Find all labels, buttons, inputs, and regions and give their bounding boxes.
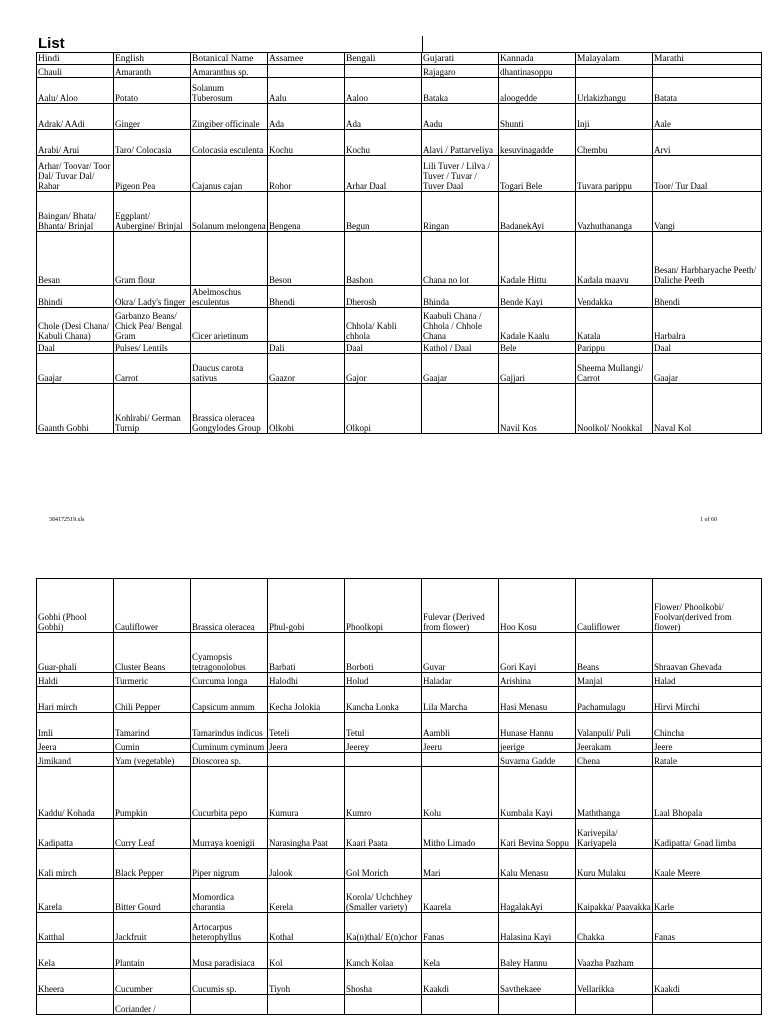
table-cell[interactable]: Kathol / Daal (422, 342, 499, 354)
table-cell[interactable]: Batata (653, 78, 762, 104)
table-cell[interactable] (422, 384, 499, 434)
table-cell[interactable]: Kaakdi (653, 969, 762, 995)
table-cell[interactable]: Aaloo (345, 78, 422, 104)
table-cell[interactable]: Laal Bhopala (653, 767, 762, 819)
table-cell[interactable]: Bitter Gourd (114, 879, 191, 913)
table-cell[interactable]: Flower/ Phoolkobi/ Foolvar(derived from flower) (653, 579, 762, 633)
table-cell[interactable] (653, 995, 762, 1015)
table-row (37, 753, 762, 767)
table-cell[interactable]: Capsicum annum (191, 687, 268, 713)
table-cell[interactable]: English (114, 53, 191, 65)
table-cell[interactable]: Bele (499, 342, 576, 354)
table-cell[interactable]: Holud (345, 673, 422, 687)
table-cell[interactable]: Okra/ Lady's finger (114, 286, 191, 308)
table-cell[interactable]: Brassica oleracea Gongylodes Group (191, 384, 268, 434)
page-title: List (38, 35, 65, 52)
table-cell[interactable]: Gaazor (268, 354, 345, 384)
table-row (37, 767, 762, 819)
table-cell[interactable]: Phoolkopi (345, 579, 422, 633)
table-cell[interactable]: Gaajar (653, 354, 762, 384)
table-cell[interactable] (499, 995, 576, 1015)
table-row (37, 943, 762, 969)
table-row (37, 913, 762, 943)
table-cell[interactable]: Vellarikka (576, 969, 653, 995)
table-cell[interactable]: Kumbala Kayi (499, 767, 576, 819)
table-cell[interactable]: Dali (268, 342, 345, 354)
table-cell[interactable]: Bashon (345, 232, 422, 286)
table-cell[interactable]: Abelmoschus esculentus (191, 286, 268, 308)
table-cell[interactable]: Haldi (37, 673, 114, 687)
table-cell[interactable]: Ada (345, 104, 422, 130)
table-cell[interactable]: Potato (114, 78, 191, 104)
table-row (37, 579, 762, 633)
table-cell[interactable] (653, 65, 762, 78)
table-cell[interactable]: Marathi (653, 53, 762, 65)
table-cell[interactable]: Karivepila/ Kariyapela (576, 819, 653, 849)
table-cell[interactable]: Narasingha Paat (268, 819, 345, 849)
table-cell[interactable]: Kaakdi (422, 969, 499, 995)
table-cell[interactable]: Kari Bevina Soppu (499, 819, 576, 849)
table-cell[interactable]: Arvi (653, 130, 762, 156)
table-cell[interactable]: Arhar Daal (345, 156, 422, 192)
table-cell[interactable] (653, 943, 762, 969)
table-cell[interactable]: Jeera (37, 739, 114, 753)
table-cell[interactable]: Rajagaro (422, 65, 499, 78)
table-cell[interactable]: Chana no lot (422, 232, 499, 286)
table-cell[interactable] (345, 753, 422, 767)
table-row (37, 65, 762, 78)
table-cell[interactable]: Gaanth Gobhi (37, 384, 114, 434)
table-cell[interactable]: Chena (576, 753, 653, 767)
table-cell[interactable]: Jeerey (345, 739, 422, 753)
table-cell[interactable]: Rohor (268, 156, 345, 192)
vegetable-names-table-page1 (36, 52, 762, 434)
table-row (37, 995, 762, 1015)
table-cell[interactable]: Kadipatta/ Goad limba (653, 819, 762, 849)
table-cell[interactable]: Guar-phali (37, 633, 114, 673)
table-cell[interactable]: Murraya koenigii (191, 819, 268, 849)
table-cell[interactable]: Urlakizhangu (576, 78, 653, 104)
table-cell[interactable]: Musa paradisiaca (191, 943, 268, 969)
table-cell[interactable]: Dioscorea sp. (191, 753, 268, 767)
table-row (37, 849, 762, 879)
table-cell[interactable] (576, 995, 653, 1015)
table-cell[interactable]: Chakka (576, 913, 653, 943)
table-cell[interactable]: Vaazha Pazham (576, 943, 653, 969)
table-cell[interactable]: Bhendi (268, 286, 345, 308)
table-cell[interactable]: Phul-gobi (268, 579, 345, 633)
table-cell[interactable]: Jalook (268, 849, 345, 879)
table-cell[interactable]: Kecha Jolokia (268, 687, 345, 713)
table-cell[interactable]: Tiyoh (268, 969, 345, 995)
table-cell[interactable]: Noolkol/ Nookkal (576, 384, 653, 434)
table-cell[interactable]: Malayalam (576, 53, 653, 65)
table-cell[interactable]: Parippu (576, 342, 653, 354)
table-cell[interactable]: Bengali (345, 53, 422, 65)
table-cell[interactable]: HagalakAyi (499, 879, 576, 913)
table-cell[interactable]: Navil Kos (499, 384, 576, 434)
table-cell[interactable]: Pumpkin (114, 767, 191, 819)
table-cell[interactable]: Arishina (499, 673, 576, 687)
table-row (37, 687, 762, 713)
table-cell[interactable]: Gaajar (422, 354, 499, 384)
table-cell[interactable]: Tamarind (114, 713, 191, 739)
table-cell[interactable]: Jeere (653, 739, 762, 753)
table-cell[interactable]: Kadipatta (37, 819, 114, 849)
table-cell[interactable]: Colocasia esculenta (191, 130, 268, 156)
table-cell[interactable]: Tamarindus indicus (191, 713, 268, 739)
table-cell[interactable] (268, 753, 345, 767)
table-cell[interactable] (268, 65, 345, 78)
table-cell[interactable]: Fanas (422, 913, 499, 943)
table-cell[interactable]: Guvar (422, 633, 499, 673)
table-cell[interactable]: Barbati (268, 633, 345, 673)
table-cell[interactable]: Inji (576, 104, 653, 130)
table-cell[interactable]: Eggplant/ Aubergine/ Brinjal (114, 192, 191, 232)
table-cell[interactable]: Baley Hannu (499, 943, 576, 969)
table-cell[interactable]: Hindi (37, 53, 114, 65)
table-cell[interactable] (345, 995, 422, 1015)
table-cell[interactable]: Artocarpus heterophyllus (191, 913, 268, 943)
table-cell[interactable]: Suvarna Gadde (499, 753, 576, 767)
table-cell[interactable]: Kela (37, 943, 114, 969)
footer-page-number: 1 of 60 (700, 517, 717, 523)
table-cell[interactable]: Fanas (653, 913, 762, 943)
table-cell[interactable]: Borboti (345, 633, 422, 673)
table-cell[interactable]: Gajor (345, 354, 422, 384)
table-cell[interactable]: Begun (345, 192, 422, 232)
table-cell[interactable]: Jeera (268, 739, 345, 753)
table-cell[interactable]: Baingan/ Bhata/ Bhanta/ Brinjal (37, 192, 114, 232)
table-cell[interactable]: Chincha (653, 713, 762, 739)
table-cell[interactable]: Daal (653, 342, 762, 354)
table-cell[interactable]: Piper nigrum (191, 849, 268, 879)
table-cell[interactable]: Chole (Desi Chana/ Kabuli Chana) (37, 308, 114, 342)
table-cell[interactable] (191, 995, 268, 1015)
vegetable-names-table-page2 (36, 578, 762, 1015)
table-cell[interactable]: Kumro (345, 767, 422, 819)
table-cell[interactable]: Kaari Paata (345, 819, 422, 849)
table-row (37, 192, 762, 232)
table-cell[interactable]: Coriander / (114, 995, 191, 1015)
table-cell[interactable]: Kanch Kolaa (345, 943, 422, 969)
table-cell[interactable]: Aale (653, 104, 762, 130)
table-cell[interactable]: Sheema Mullangi/ Carrot (576, 354, 653, 384)
table-cell[interactable]: Pachamulagu (576, 687, 653, 713)
table-cell[interactable]: Hasi Menasu (499, 687, 576, 713)
table-cell[interactable]: Kaddu/ Kohada (37, 767, 114, 819)
table-cell[interactable]: Bataka (422, 78, 499, 104)
table-cell[interactable]: Cucumber (114, 969, 191, 995)
table-cell[interactable]: Botanical Name (191, 53, 268, 65)
table-cell[interactable]: Bende Kayi (499, 286, 576, 308)
table-cell[interactable]: Ringan (422, 192, 499, 232)
table-cell[interactable]: Fulevar (Derived from flower) (422, 579, 499, 633)
table-cell[interactable]: Chembu (576, 130, 653, 156)
table-cell[interactable]: Shosha (345, 969, 422, 995)
table-cell[interactable]: Solanum melongena (191, 192, 268, 232)
table-cell[interactable] (268, 308, 345, 342)
table-cell[interactable] (37, 995, 114, 1015)
table-cell[interactable]: Jackfruit (114, 913, 191, 943)
table-cell[interactable]: Cauliflower (114, 579, 191, 633)
table-cell[interactable]: Dherosh (345, 286, 422, 308)
table-cell[interactable]: Hunase Hannu (499, 713, 576, 739)
table-cell[interactable]: Kadale Hittu (499, 232, 576, 286)
table-row (37, 673, 762, 687)
table-cell[interactable]: Kuru Mulaku (576, 849, 653, 879)
table-cell[interactable]: Zingiber officinale (191, 104, 268, 130)
table-cell[interactable]: Cicer arietinum (191, 308, 268, 342)
table-cell[interactable]: Plantain (114, 943, 191, 969)
table-cell[interactable]: Bhinda (422, 286, 499, 308)
table-row (37, 308, 762, 342)
table-cell[interactable]: Ratale (653, 753, 762, 767)
table-cell[interactable] (576, 65, 653, 78)
table-cell[interactable]: Garbanzo Beans/ Chick Pea/ Bengal Gram (114, 308, 191, 342)
table-cell[interactable]: Cucumis sp. (191, 969, 268, 995)
table-cell[interactable]: Shraavan Ghevada (653, 633, 762, 673)
table-cell[interactable]: Daal (345, 342, 422, 354)
table-cell[interactable]: Daal (37, 342, 114, 354)
table-cell[interactable]: Gori Kayi (499, 633, 576, 673)
table-cell[interactable]: Arabi/ Arui (37, 130, 114, 156)
table-cell[interactable]: Togari Bele (499, 156, 576, 192)
table-cell[interactable]: Black Pepper (114, 849, 191, 879)
table-cell[interactable]: Gaajar (37, 354, 114, 384)
table-cell[interactable]: Aadu (422, 104, 499, 130)
table-cell[interactable]: Curry Leaf (114, 819, 191, 849)
table-cell[interactable]: Gajjari (499, 354, 576, 384)
table-cell[interactable]: Ka(n)thal/ E(n)chor (345, 913, 422, 943)
table-cell[interactable]: Beson (268, 232, 345, 286)
table-row (37, 819, 762, 849)
table-cell[interactable]: Vazhuthananga (576, 192, 653, 232)
table-cell[interactable]: Olkopi (345, 384, 422, 434)
table-cell[interactable]: Gobhi (Phool Gobhi) (37, 579, 114, 633)
table-cell[interactable]: Valanpuli/ Puli (576, 713, 653, 739)
table-cell[interactable]: Tetul (345, 713, 422, 739)
table-row (37, 130, 762, 156)
table-cell[interactable]: Naval Kol (653, 384, 762, 434)
table-cell[interactable]: Karle (653, 879, 762, 913)
table-cell[interactable]: Tuvara parippu (576, 156, 653, 192)
table-cell[interactable]: jeerige (499, 739, 576, 753)
table-cell[interactable]: Kolu (422, 767, 499, 819)
table-cell[interactable]: dhantinasoppu (499, 65, 576, 78)
table-row (37, 342, 762, 354)
table-cell[interactable]: Curcuma longa (191, 673, 268, 687)
table-cell[interactable]: Katala (576, 308, 653, 342)
table-cell[interactable]: Daucus carota sativus (191, 354, 268, 384)
table-row (37, 633, 762, 673)
table-cell[interactable]: Jeerakam (576, 739, 653, 753)
table-cell[interactable]: Cauliflower (576, 579, 653, 633)
table-cell[interactable]: Katthal (37, 913, 114, 943)
table-cell[interactable]: Beans (576, 633, 653, 673)
table-row (37, 104, 762, 130)
table-cell[interactable]: Lili Tuver / Lilva / Tuver / Tuvar / Tuver Daal (422, 156, 499, 192)
table-cell[interactable]: Kadala maavu (576, 232, 653, 286)
table-row (37, 354, 762, 384)
table-cell[interactable]: Bhindi (37, 286, 114, 308)
table-cell[interactable]: Manjal (576, 673, 653, 687)
table-cell[interactable]: Kochu (268, 130, 345, 156)
table-cell[interactable]: Adrak/ AAdi (37, 104, 114, 130)
table-cell[interactable]: Kannada (499, 53, 576, 65)
table-row (37, 78, 762, 104)
table-row (37, 879, 762, 913)
table-cell[interactable]: Jimikand (37, 753, 114, 767)
table-cell[interactable] (191, 342, 268, 354)
table-cell[interactable]: Besan/ Harbharyache Peeth/ Daliche Peeth (653, 232, 762, 286)
table-row (37, 713, 762, 739)
table-cell[interactable]: Haladar (422, 673, 499, 687)
table-cell[interactable]: Teteli (268, 713, 345, 739)
table-cell[interactable]: Kothal (268, 913, 345, 943)
table-cell[interactable]: Shunti (499, 104, 576, 130)
table-row (37, 232, 762, 286)
table-cell[interactable]: Toor/ Tur Daal (653, 156, 762, 192)
table-cell[interactable]: Ada (268, 104, 345, 130)
table-cell[interactable]: Momordica charantia (191, 879, 268, 913)
table-cell[interactable]: Brassica oleracea (191, 579, 268, 633)
table-row (37, 384, 762, 434)
table-header-row (37, 53, 762, 65)
table-cell[interactable]: Mari (422, 849, 499, 879)
table-cell[interactable] (268, 995, 345, 1015)
footer-filename: 384172519.xls (49, 517, 85, 523)
table-cell[interactable]: Kadale Kaalu (499, 308, 576, 342)
table-cell[interactable]: Kumura (268, 767, 345, 819)
table-cell[interactable]: Kaarela (422, 879, 499, 913)
table-cell[interactable]: Bhendi (653, 286, 762, 308)
table-cell[interactable]: aloogedde (499, 78, 576, 104)
table-cell[interactable]: Harbalra (653, 308, 762, 342)
table-cell[interactable]: Halasina Kayi (499, 913, 576, 943)
table-cell[interactable]: Kalu Menasu (499, 849, 576, 879)
table-cell[interactable]: Besan (37, 232, 114, 286)
table-cell[interactable]: Taro/ Colocasia (114, 130, 191, 156)
table-cell[interactable]: Amaranth (114, 65, 191, 78)
table-cell[interactable]: Cumin (114, 739, 191, 753)
table-cell[interactable] (422, 995, 499, 1015)
table-cell[interactable]: Gram flour (114, 232, 191, 286)
table-cell[interactable]: Kela (422, 943, 499, 969)
table-cell[interactable]: Vendakka (576, 286, 653, 308)
table-cell[interactable]: Kancha Lonka (345, 687, 422, 713)
table-cell[interactable]: Imli (37, 713, 114, 739)
table-cell[interactable]: Aambli (422, 713, 499, 739)
table-row (37, 156, 762, 192)
table-cell[interactable]: Aalu/ Aloo (37, 78, 114, 104)
table-cell[interactable]: Mitho Limado (422, 819, 499, 849)
table-cell[interactable]: Kaipakka/ Paavakka (576, 879, 653, 913)
table-cell[interactable]: Amaranthus sp. (191, 65, 268, 78)
table-cell[interactable]: Bengena (268, 192, 345, 232)
table-cell[interactable]: Cyamopsis tetragonolobus (191, 633, 268, 673)
table-cell[interactable]: Savthekaee (499, 969, 576, 995)
table-cell[interactable]: Kerela (268, 879, 345, 913)
table-cell[interactable]: Alavi / Pattarveliya (422, 130, 499, 156)
table-cell[interactable]: Olkobi (268, 384, 345, 434)
table-cell[interactable]: Chauli (37, 65, 114, 78)
table-cell[interactable] (345, 65, 422, 78)
table-cell[interactable]: Kol (268, 943, 345, 969)
table-cell[interactable]: Hirvi Mirchi (653, 687, 762, 713)
table-cell[interactable]: Kaale Meere (653, 849, 762, 879)
table-cell[interactable]: Cucurbita pepo (191, 767, 268, 819)
table-cell[interactable]: Assamee (268, 53, 345, 65)
table-cell[interactable]: Chhola/ Kabli chhola (345, 308, 422, 342)
table-row (37, 739, 762, 753)
table-cell[interactable]: Hari mirch (37, 687, 114, 713)
table-cell[interactable]: Cluster Beans (114, 633, 191, 673)
table-cell[interactable]: Arhar/ Toovar/ Toor Dal/ Tuvar Dal/ Rahar (37, 156, 114, 192)
table-cell[interactable]: Kochu (345, 130, 422, 156)
table-cell[interactable]: Cajanus cajan (191, 156, 268, 192)
table-cell[interactable]: Pigeon Pea (114, 156, 191, 192)
text-cursor (422, 36, 423, 53)
table-cell[interactable]: Carrot (114, 354, 191, 384)
table-cell[interactable]: Kaabuli Chana / Chhola / Chhole Chana (422, 308, 499, 342)
table-cell[interactable]: Hoo Kosu (499, 579, 576, 633)
table-row (37, 969, 762, 995)
table-cell[interactable]: kesuvinagadde (499, 130, 576, 156)
table-cell[interactable]: Jeeru (422, 739, 499, 753)
table-cell[interactable]: Gol Morich (345, 849, 422, 879)
table-cell[interactable]: Chili Pepper (114, 687, 191, 713)
table-cell[interactable]: Turmeric (114, 673, 191, 687)
table-cell[interactable]: Yam (vegetable) (114, 753, 191, 767)
table-cell[interactable]: Karela (37, 879, 114, 913)
table-cell[interactable]: Halodhi (268, 673, 345, 687)
table-cell[interactable]: Vangi (653, 192, 762, 232)
table-cell[interactable]: Maththanga (576, 767, 653, 819)
table-cell[interactable] (191, 232, 268, 286)
table-cell[interactable]: Korola/ Uchchhey (Smaller variety) (345, 879, 422, 913)
table-cell[interactable]: Aalu (268, 78, 345, 104)
table-cell[interactable]: Kheera (37, 969, 114, 995)
table-cell[interactable] (422, 753, 499, 767)
table-cell[interactable]: BadanekAyi (499, 192, 576, 232)
table-cell[interactable]: Pulses/ Lentils (114, 342, 191, 354)
table-cell[interactable]: Gujarati (422, 53, 499, 65)
table-cell[interactable]: Lila Marcha (422, 687, 499, 713)
table-cell[interactable]: Cuminum cyminum (191, 739, 268, 753)
table-cell[interactable]: Kohlrabi/ German Turnip (114, 384, 191, 434)
table-cell[interactable]: Ginger (114, 104, 191, 130)
table-cell[interactable]: Solanum Tuberosum (191, 78, 268, 104)
table-cell[interactable]: Kali mirch (37, 849, 114, 879)
table-row (37, 286, 762, 308)
table-cell[interactable]: Halad (653, 673, 762, 687)
